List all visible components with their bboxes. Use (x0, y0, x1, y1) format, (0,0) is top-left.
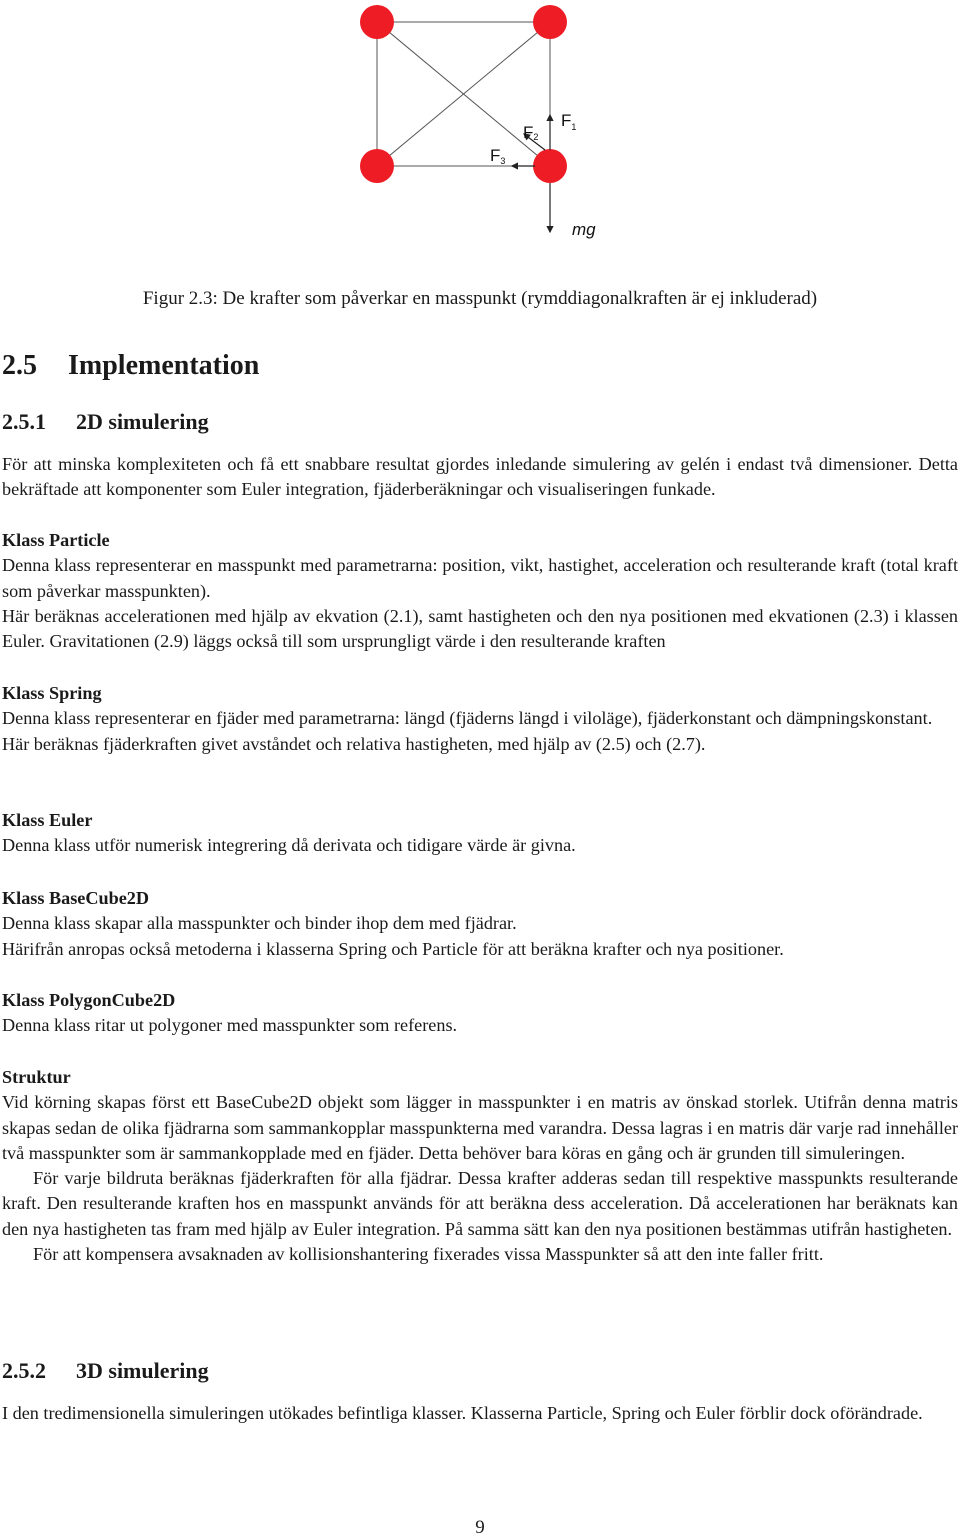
class-basecube-text-2: Härifrån anropas också metoderna i klasserna Spring och Particle för att beräkna krafter och nya positioner. (2, 938, 784, 959)
section-number: 2.5 (2, 350, 37, 381)
class-euler-heading: Klass Euler (2, 810, 93, 830)
spring-lines (377, 22, 550, 166)
class-euler-block (2, 808, 958, 859)
struktur-block (2, 1065, 958, 1267)
class-polygoncube-block (2, 988, 958, 1039)
struktur-text-1: Vid körning skapas först ett BaseCube2D objekt som lägger in masspunkter i en matris av önskad storlek. Utifrån denna matris skapas sedan de olika fjädrarna som sammankopplar masspunkterna med varandra. Dessa lagras i en matris där varje rad innehåller två masspunkter som är sammankopplade med en fjäder. Detta behöver bara köras en gång och är grunden till simuleringen. (2, 1092, 959, 1163)
class-polygoncube-text-1: Denna klass ritar ut polygoner med masspunkter som referens. (2, 1015, 458, 1036)
sim3d-text: I den tredimensionella simuleringen utökades befintliga klasser. Klasserna Particle, Spring och Euler förblir dock oförändrade. (2, 1403, 923, 1423)
figure-caption: Figur 2.3: De krafter som påverkar en masspunkt (rymddiagonalkraften är ej inkluderad) (142, 288, 818, 309)
mass-point-top-left (360, 5, 394, 39)
label-f2: F2 (523, 123, 539, 142)
subsection-title: 3D simulering (76, 1358, 209, 1383)
mass-point-bottom-left (360, 149, 394, 183)
intro-paragraph (2, 452, 958, 503)
class-basecube-heading: Klass BaseCube2D (2, 888, 150, 908)
class-euler-text-1: Denna klass utför numerisk integrering då derivata och tidigare värde är givna. (2, 835, 576, 856)
class-particle-block (2, 528, 958, 654)
page-number: 9 (475, 1517, 485, 1538)
class-spring-heading: Klass Spring (2, 683, 102, 703)
subsection-title: 2D simulering (76, 409, 209, 434)
mass-point-bottom-right (533, 149, 567, 183)
mass-point-top-right (533, 5, 567, 39)
label-mg: mg (572, 220, 596, 239)
label-f3: F3 (490, 146, 506, 166)
class-polygoncube-heading: Klass PolygonCube2D (2, 990, 176, 1010)
subsection-heading-2d (2, 408, 209, 436)
class-particle-heading: Klass Particle (2, 530, 110, 550)
section-title: Implementation (68, 350, 260, 381)
class-spring-text-2: Här beräknas fjäderkraften givet avståndet och relativa hastigheten, med hjälp av (2.5) och (2.7). (2, 733, 706, 754)
class-spring-text-1: Denna klass representerar en fjäder med parametrarna: längd (fjäderns längd i viloläge), fjäderkonstant och dämpningskonstant. (2, 708, 933, 729)
class-particle-text-2: Här beräknas accelerationen med hjälp av ekvation (2.1), samt hastigheten och den nya positionen med ekvationen (2.3) i klassen Euler. Gravitationen (2.9) läggs också till som ursprungligt värde i den resulterande kraften (2, 605, 958, 652)
class-spring-block (2, 681, 958, 757)
subsection-number: 2.5.2 (2, 1358, 46, 1383)
struktur-heading: Struktur (2, 1067, 71, 1087)
label-f1: $F_1$ (561, 111, 577, 132)
intro-text: För att minska komplexiteten och få ett snabbare resultat gjordes inledande simulering av gelén i endast två dimensioner. Detta bekräftade att komponenter som Euler integration, fjäderberäkningar och visualiseringen funkade. (2, 454, 958, 500)
subsection-heading-3d (2, 1357, 209, 1385)
struktur-text-3: För att kompensera avsaknaden av kollisionshantering fixerades vissa Masspunkter så att den inte faller fritt. (33, 1244, 824, 1265)
class-particle-text-1: Denna klass representerar en masspunkt med parametrarna: position, vikt, hastighet, acceleration och resulterande kraft (total kraft som påverkar masspunkten). (2, 555, 958, 601)
subsection-number: 2.5.1 (2, 409, 46, 434)
force-diagram (340, 0, 620, 250)
class-basecube-text-1: Denna klass skapar alla masspunkter och binder ihop dem med fjädrar. (2, 913, 517, 934)
struktur-text-2: För varje bildruta beräknas fjäderkraften för alla fjädrar. Dessa krafter adderas sedan till respektive masspunkts resulterande kraft. Den resulterande kraften hos en masspunkt används för att beräkna dess acceleration. Då accelerationen har beräknats kan den nya hastigheten tas fram med hjälp av Euler integration. På samma sätt kan den nya positionen bestämmas utifrån hastigheten. (2, 1168, 958, 1239)
class-basecube-block (2, 886, 958, 962)
section-heading (2, 348, 259, 384)
sim3d-paragraph (2, 1401, 958, 1426)
